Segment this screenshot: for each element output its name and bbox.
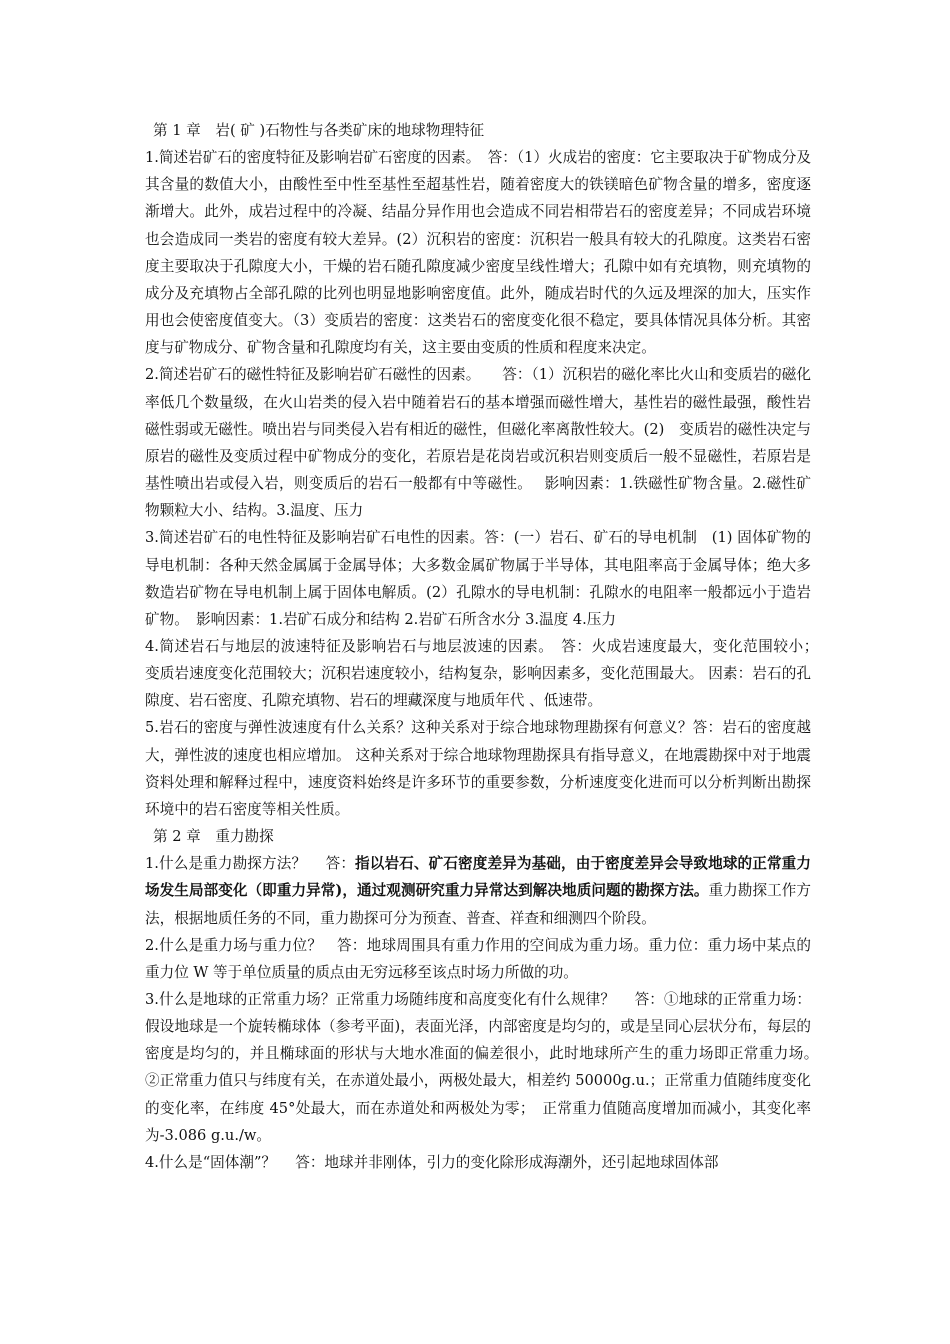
chapter-2-question-2: 2.什么是重力场与重力位？ 答：地球周围具有重力作用的空间成为重力场。重力位：重力场中某点的重力位 W 等于单位质量的质点由无穷远移至该点时场力所做的功。	[145, 936, 811, 981]
question-1-bold-answer: 指以岩石、矿石密度差异为基础，由于密度差异会导致地球的正常重力场发生局部变化（即重力异常)，通过观测研究重力异常达到解决地质问题的勘探方法。	[145, 855, 811, 900]
question-1-suffix: 重力勘探工作方法，根据地质任务的不同，重力勘探可分为预查、普查、祥查和细测四个阶段。	[145, 882, 811, 927]
chapter-1-question-3: 3.简述岩矿石的电性特征及影响岩矿石电性的因素。答：(一）岩石、矿石的导电机制 (1) 固体矿物的导电机制：各种天然金属属于金属导体；大多数金属矿物属于半导体，其电阻率高于金属导体；绝大多数造岩矿物在导电机制上属于固体电解质。(2）孔隙水的导电机制：孔隙水的电阻率一般都远小于造岩矿物。 影响因素：1.岩矿石成分和结构 2.岩矿石所含水分 3.温度 4.压力	[145, 529, 811, 628]
document-body	[145, 117, 831, 1176]
chapter-1-question-5: 5.岩石的密度与弹性波速度有什么关系？这种关系对于综合地球物理勘探有何意义？答：岩石的密度越大，弹性波的速度也相应增加。 这种关系对于综合地球物理勘探具有指导意义，在地震勘探中对于地震资料处理和解释过程中，速度资料始终是许多环节的重要参数，分析速度变化进而可以分析判断出勘探环境中的岩石密度等相关性质。	[145, 719, 811, 818]
chapter-1-question-1: 1.简述岩矿石的密度特征及影响岩矿石密度的因素。 答：（1）火成岩的密度：它主要取决于矿物成分及其含量的数值大小，由酸性至中性至基性至超基性岩，随着密度大的铁镁暗色矿物含量的增多，密度逐渐增大。此外，成岩过程中的冷凝、结晶分异作用也会造成不同岩相带岩石的密度差异；不同成岩环境也会造成同一类岩的密度有较大差异。(2）沉积岩的密度：沉积岩一般具有较大的孔隙度。这类岩石密度主要取决于孔隙度大小，干燥的岩石随孔隙度减少密度呈线性增大；孔隙中如有充填物，则充填物的成分及充填物占全部孔隙的比列也明显地影响密度值。此外，随成岩时代的久远及埋深的加大，压实作用也会使密度值变大。（3）变质岩的密度：这类岩石的密度变化很不稳定，要具体情况具体分析。其密度与矿物成分、矿物含量和孔隙度均有关，这主要由变质的性质和程度来决定。	[145, 149, 811, 357]
chapter-1-question-2: 2.简述岩矿石的磁性特征及影响岩矿石磁性的因素。 答：（1）沉积岩的磁化率比火山和变质岩的磁化率低几个数量级，在火山岩类的侵入岩中随着岩石的基本增强而磁性增大，基性岩的磁性最强，酸性岩磁性弱或无磁性。喷出岩与同类侵入岩有相近的磁性，但磁化率离散性较大。(2) 变质岩的磁性决定与原岩的磁性及变质过程中矿物成分的变化，若原岩是花岗岩或沉积岩则变质后一般不显磁性，若原岩是基性喷出岩或侵入岩，则变质后的岩石一般都有中等磁性。 影响因素：1.铁磁性矿物含量。2.磁性矿物颗粒大小、结构。3.温度、压力	[145, 366, 811, 520]
chapter-1-question-4: 4.简述岩石与地层的波速特征及影响岩石与地层波速的因素。 答：火成岩速度最大，变化范围较小； 变质岩速度变化范围较大；沉积岩速度较小，结构复杂，影响因素多，变化范围最大。 因素：岩石的孔隙度、岩石密度、孔隙充填物、岩石的埋藏深度与地质年代 、低速带。	[145, 637, 831, 710]
chapter-1-title: 第 1 章 岩( 矿 )石物性与各类矿床的地球物理特征	[153, 122, 485, 139]
chapter-2-title: 第 2 章 重力勘探	[153, 828, 274, 846]
question-1-prefix: 1.什么是重力勘探方法？ 答：	[145, 855, 356, 873]
chapter-2-question-1	[145, 850, 811, 931]
chapter-2-question-4: 4.什么是“固体潮”？ 答：地球并非刚体，引力的变化除形成海潮外，还引起地球固体部	[145, 1153, 719, 1171]
chapter-2-question-3: 3.什么是地球的正常重力场？正常重力场随纬度和高度变化有什么规律？ 答：①地球的正常重力场：假设地球是一个旋转椭球体（参考平面)，表面光泽，内部密度是均匀的，或是呈同心层状分布，每层的密度是均匀的，并且椭球面的形状与大地水准面的偏差很小，此时地球所产生的重力场即正常重力场。 ②正常重力值只与纬度有关，在赤道处最小，两极处最大，相差约 50000g.u.；正常重力值随纬度变化的变化率，在纬度 45°处最大，而在赤道处和两极处为零； 正常重力值随高度增加而减小，其变化率为-3.086 g.u./w。	[145, 991, 826, 1144]
